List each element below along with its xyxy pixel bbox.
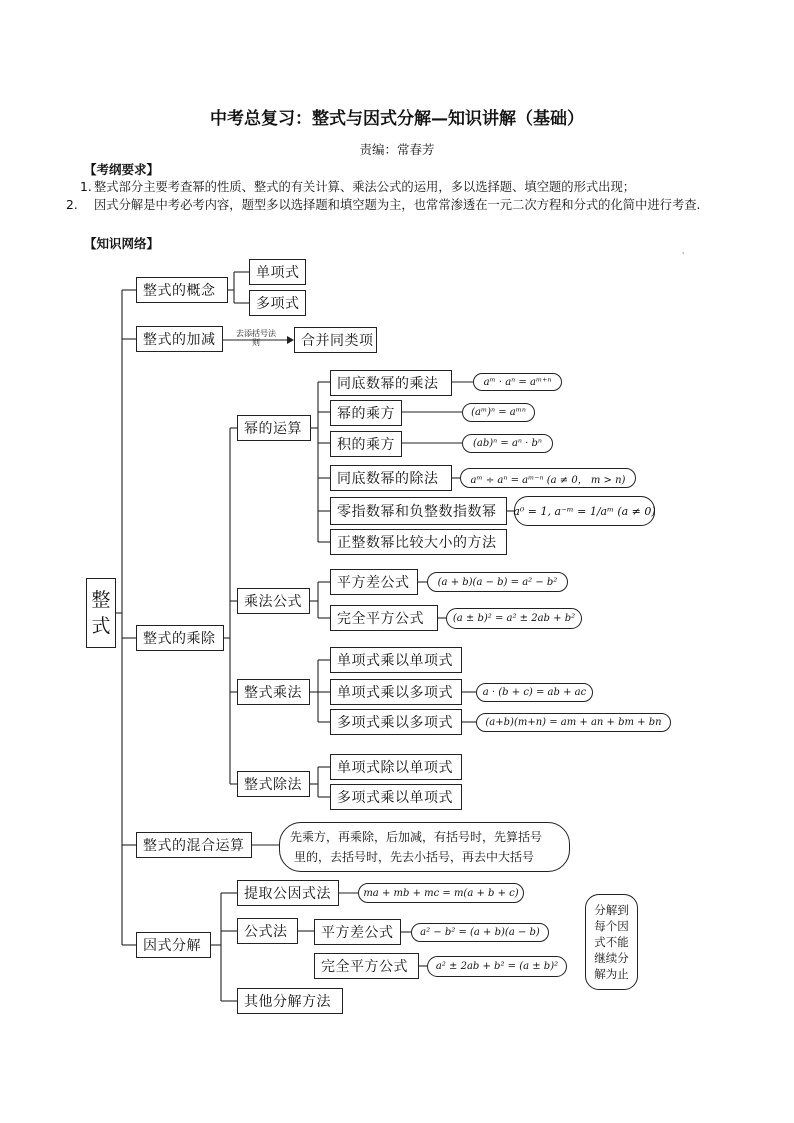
formula-pill: (aᵐ)ⁿ = aᵐⁿ: [462, 403, 535, 422]
item-text: 因式分解是中考必考内容，题型多以选择题和填空题为主，也常常渗透在一元二次方程和分式的化简中进行考查.: [94, 198, 701, 212]
item-number: 2.: [66, 198, 78, 212]
node-difference-squares: 平方差公式: [330, 569, 418, 595]
node-concept: 整式的概念: [136, 277, 228, 303]
formula-pill: ma + mb + mc = m(a + b + c): [358, 883, 524, 903]
node-muldiv: 整式的乘除: [136, 625, 224, 651]
note-line: 继续分: [594, 951, 629, 965]
node-power-item: 幂的乘方: [330, 400, 402, 426]
node-mixed-ops: 整式的混合运算: [136, 832, 252, 858]
node-mult-item: 单项式乘以多项式: [330, 679, 462, 705]
description-line: 先乘方，再乘除，后加减，有括号时，先算括号: [290, 830, 543, 844]
node-poly-mult: 整式乘法: [237, 679, 310, 705]
node-power-item: 同底数幂的乘法: [330, 370, 452, 396]
formula-pill: a⁰ = 1, a⁻ᵐ = 1/aᵐ (a ≠ 0): [514, 496, 655, 526]
formula-pill: a · (b + c) = ab + ac: [476, 683, 593, 702]
mixed-ops-description: [279, 822, 570, 872]
description-line: 里的，去括号时，先去小括号，再去中大括号: [294, 850, 535, 864]
item-number: 1.: [80, 180, 92, 194]
formula-pill: (a + b)(a − b) = a² − b²: [427, 572, 568, 592]
note-line: 式不能: [594, 935, 629, 949]
node-polynomial: 多项式: [249, 290, 306, 316]
editor-line: 责编：常春芳: [359, 142, 435, 157]
node-poly-div: 整式除法: [237, 771, 310, 797]
node-addsub: 整式的加减: [136, 326, 223, 352]
formula-pill: (a ± b)² = a² ± 2ab + b²: [446, 608, 582, 629]
node-mult-formulas: 乘法公式: [237, 588, 310, 614]
stray-mark: ': [682, 251, 685, 260]
page-title: 中考总复习：整式与因式分解—知识讲解（基础）: [210, 109, 584, 129]
node-div-item: 单项式除以单项式: [330, 754, 462, 780]
node-mult-item: 单项式乘以单项式: [330, 647, 462, 673]
root-node: 整式: [86, 578, 116, 648]
formula-pill: aᵐ ÷ aⁿ = aᵐ⁻ⁿ (a ≠ 0， m > n): [460, 468, 636, 488]
formula-pill: a² ± 2ab + b² = (a ± b)²: [427, 956, 567, 977]
network-heading: 【知识网络】: [84, 236, 160, 251]
node-power-ops: 幂的运算: [237, 415, 311, 441]
node-factorization: 因式分解: [136, 932, 211, 958]
addsub-note: 去添括号法则: [236, 329, 276, 347]
note-line: 每个因: [594, 919, 629, 933]
node-mult-item: 多项式乘以多项式: [330, 709, 462, 735]
note-line: 分解到: [594, 903, 629, 917]
node-power-item: 零指数幂和负整数指数幂: [330, 497, 507, 525]
node-difference-squares-factor: 平方差公式: [314, 919, 401, 945]
node-power-item: 同底数幂的除法: [330, 465, 452, 491]
node-formula-method: 公式法: [237, 918, 298, 944]
node-perfect-square: 完全平方公式: [330, 605, 438, 631]
node-common-factor: 提取公因式法: [237, 880, 339, 906]
note-line: 解为止: [594, 967, 629, 981]
node-power-item: 正整数幂比较大小的方法: [330, 529, 507, 555]
node-other-methods: 其他分解方法: [237, 988, 343, 1014]
formula-pill: (ab)ⁿ = aⁿ · bⁿ: [462, 434, 553, 453]
formula-pill: a² − b² = (a + b)(a − b): [411, 923, 549, 942]
node-perfect-square-factor: 完全平方公式: [314, 953, 419, 979]
item-text: 整式部分主要考查幂的性质、整式的有关计算、乘法公式的运用，多以选择题、填空题的形式出现；: [94, 180, 636, 194]
node-power-item: 积的乘方: [330, 431, 402, 457]
formula-pill: (a+b)(m+n) = am + an + bm + bn: [476, 713, 671, 732]
requirements-heading: 【考纲要求】: [84, 162, 160, 177]
node-monomial: 单项式: [249, 259, 306, 285]
formula-pill: aᵐ · aⁿ = aᵐ⁺ⁿ: [473, 373, 562, 391]
node-combine-like-terms: 合并同类项: [294, 327, 377, 353]
factor-side-note: [585, 894, 638, 990]
node-div-item: 多项式乘以单项式: [330, 784, 462, 810]
